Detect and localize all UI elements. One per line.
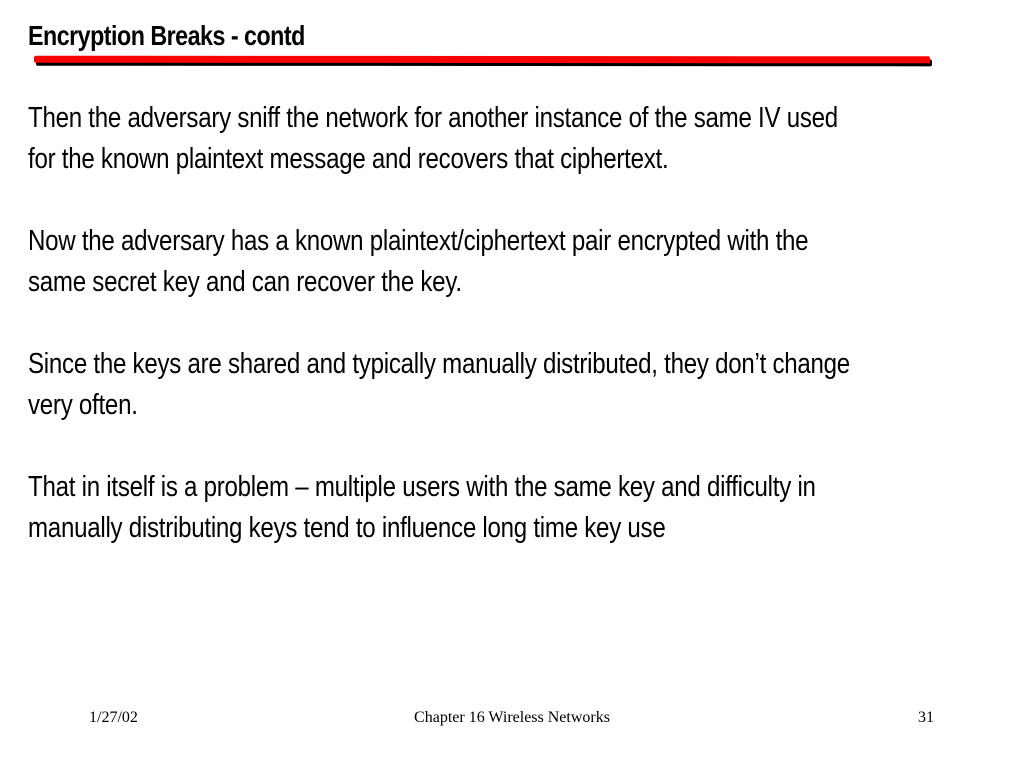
- body-paragraph-4: [28, 467, 1007, 549]
- title-underline-rule: [34, 56, 930, 64]
- body-line: Then the adversary sniff the network for another instance of the same IV used: [28, 102, 838, 134]
- footer-page-number: 31: [918, 709, 934, 726]
- body-line: Now the adversary has a known plaintext/ciphertext pair encrypted with the: [28, 225, 809, 257]
- footer-chapter-title: Chapter 16 Wireless Networks: [414, 709, 610, 726]
- body-paragraph-3: [28, 344, 1007, 426]
- slide-title: Encryption Breaks - contd: [28, 20, 305, 51]
- body-line: for the known plaintext message and recovers that ciphertext.: [28, 143, 669, 175]
- body-line: very often.: [28, 389, 138, 421]
- body-paragraph-2: [28, 221, 1007, 303]
- slide-body: [28, 98, 1007, 590]
- body-line: manually distributing keys tend to influence long time key use: [28, 512, 666, 544]
- body-paragraph-1: [28, 98, 1007, 180]
- body-line: Since the keys are shared and typically manually distributed, they don’t change: [28, 348, 850, 380]
- footer-date: 1/27/02: [89, 709, 138, 726]
- body-line: That in itself is a problem – multiple users with the same key and difficulty in: [28, 471, 816, 503]
- body-line: same secret key and can recover the key.: [28, 266, 462, 298]
